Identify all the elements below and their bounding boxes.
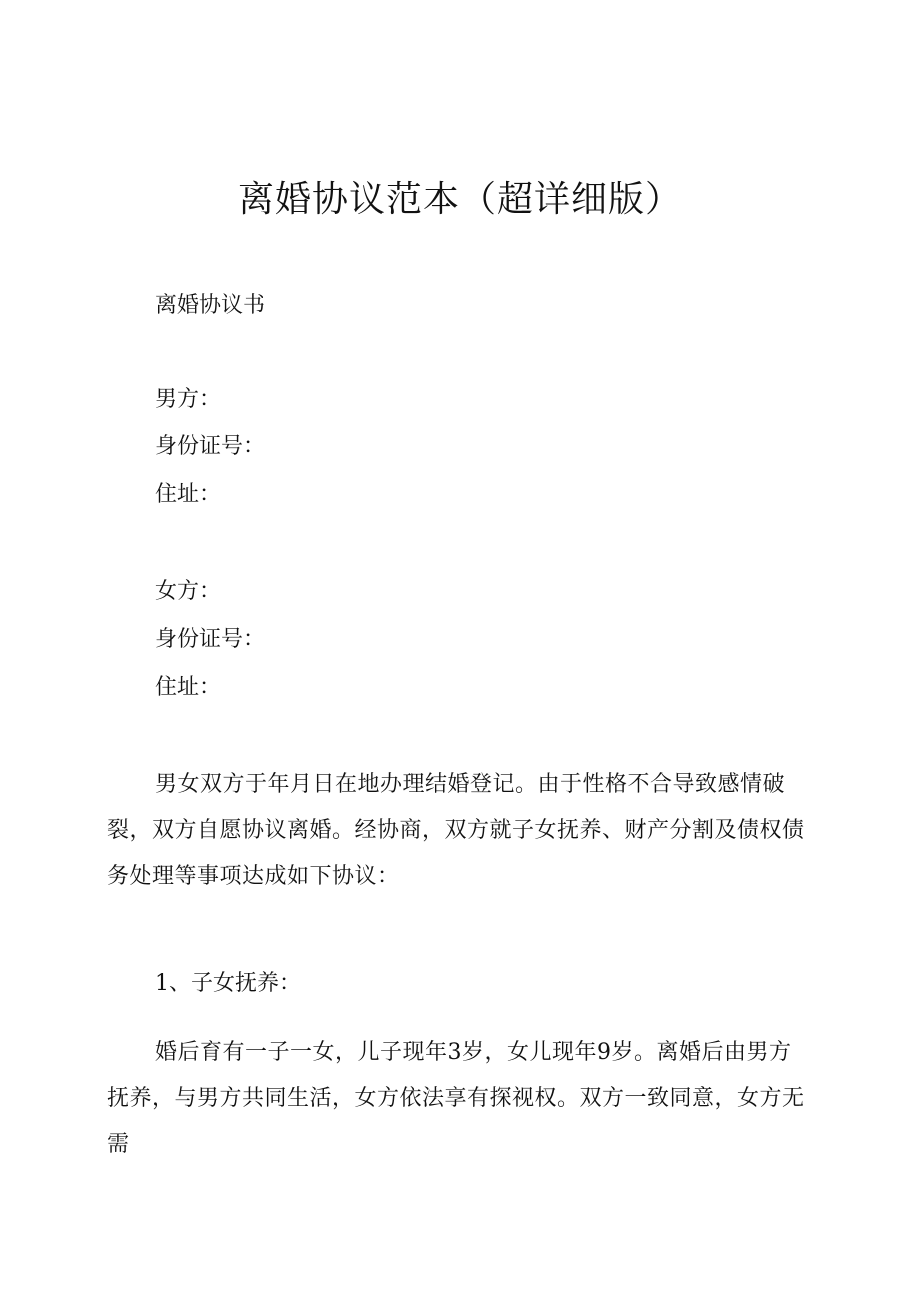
woman-address-label: 住址： — [155, 675, 222, 700]
section-1-paragraph: 婚后育有一子一女，儿子现年3岁，女儿现年9岁。离婚后由男方抚养，与男方共同生活，女方依法享有探视权。双方一致同意，女方无需 — [107, 1040, 805, 1157]
document-title: 离婚协议范本（超详细版） — [237, 179, 682, 220]
section-1-heading: 1、子女抚养： — [155, 971, 301, 996]
man-party-label: 男方： — [155, 387, 222, 412]
woman-id-number-label: 身份证号： — [155, 627, 266, 652]
woman-party-label: 女方： — [155, 579, 222, 604]
man-address-label: 住址： — [155, 482, 222, 507]
agreement-subtitle: 离婚协议书 — [155, 293, 266, 318]
man-id-number-label: 身份证号： — [155, 434, 266, 459]
intro-paragraph: 男女双方于年月日在地办理结婚登记。由于性格不合导致感情破裂，双方自愿协议离婚。经协商，双方就子女抚养、财产分割及债权债务处理等事项达成如下协议： — [107, 772, 805, 889]
